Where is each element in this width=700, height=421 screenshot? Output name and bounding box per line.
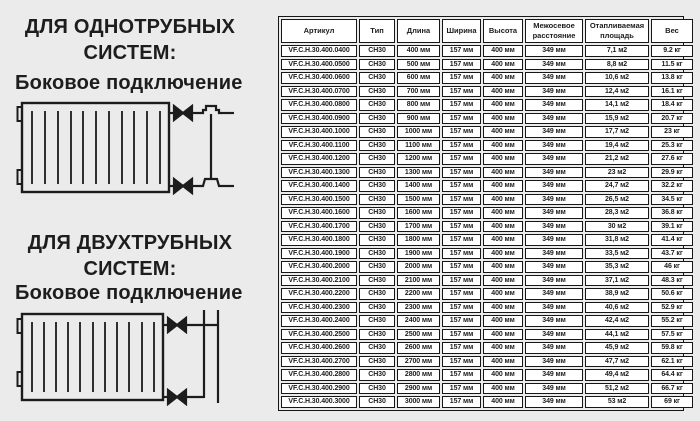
table-row <box>281 86 693 98</box>
table-cell: CH30 <box>359 126 395 138</box>
table-cell: VF.C.H.30.400.1800 <box>281 234 357 246</box>
table-cell: VF.C.H.30.400.0700 <box>281 86 357 98</box>
table-row <box>281 383 693 395</box>
table-row <box>281 315 693 327</box>
table-cell: 2600 мм <box>397 342 440 354</box>
table-cell: 500 мм <box>397 59 440 71</box>
table-cell: 44,1 м2 <box>585 329 649 341</box>
table-cell: 349 мм <box>525 59 583 71</box>
table-cell: 27.6 кг <box>651 153 693 165</box>
union-fitting-icon <box>200 106 222 113</box>
table-cell: 349 мм <box>525 99 583 111</box>
table-cell: 1200 мм <box>397 153 440 165</box>
table-cell: CH30 <box>359 288 395 300</box>
table-cell: 39.1 кг <box>651 221 693 233</box>
table-cell: 157 мм <box>442 383 481 395</box>
table-cell: 1300 мм <box>397 167 440 179</box>
column-header: Высота <box>483 19 523 43</box>
table-cell: 64.4 кг <box>651 369 693 381</box>
table-cell: VF.C.H.30.400.3000 <box>281 396 357 408</box>
table-row <box>281 356 693 368</box>
table-cell: CH30 <box>359 72 395 84</box>
table-cell: 1600 мм <box>397 207 440 219</box>
table-cell: 157 мм <box>442 315 481 327</box>
table-cell: 53 м2 <box>585 396 649 408</box>
table-cell: 157 мм <box>442 342 481 354</box>
table-cell: VF.C.H.30.400.1000 <box>281 126 357 138</box>
section-title-line: СИСТЕМ: <box>83 42 177 64</box>
table-cell: 349 мм <box>525 275 583 287</box>
section-title-single-pipe <box>2 14 258 66</box>
table-cell: 349 мм <box>525 315 583 327</box>
table-cell: CH30 <box>359 45 395 57</box>
table-cell: 157 мм <box>442 140 481 152</box>
table-cell: 62.1 кг <box>651 356 693 368</box>
table-cell: 46 кг <box>651 261 693 273</box>
table-cell: 157 мм <box>442 207 481 219</box>
table-cell: 349 мм <box>525 342 583 354</box>
table-cell: 42,4 м2 <box>585 315 649 327</box>
table-cell: 18.4 кг <box>651 99 693 111</box>
radiator-spec-table <box>279 17 695 410</box>
table-cell: VF.C.H.30.400.2000 <box>281 261 357 273</box>
table-cell: 30 м2 <box>585 221 649 233</box>
table-cell: 2400 мм <box>397 315 440 327</box>
valve-icon <box>168 390 186 404</box>
table-cell: 400 мм <box>483 396 523 408</box>
table-cell: 349 мм <box>525 45 583 57</box>
table-cell: VF.C.H.30.400.0400 <box>281 45 357 57</box>
table-cell: 349 мм <box>525 194 583 206</box>
table-row <box>281 288 693 300</box>
table-cell: 349 мм <box>525 356 583 368</box>
valve-icon <box>174 179 192 193</box>
table-cell: 349 мм <box>525 72 583 84</box>
table-cell: CH30 <box>359 275 395 287</box>
table-cell: 157 мм <box>442 167 481 179</box>
table-row <box>281 234 693 246</box>
table-cell: CH30 <box>359 329 395 341</box>
table-cell: CH30 <box>359 234 395 246</box>
table-cell: 349 мм <box>525 180 583 192</box>
table-cell: 157 мм <box>442 153 481 165</box>
table-row <box>281 221 693 233</box>
table-cell: 28,3 м2 <box>585 207 649 219</box>
table-cell: CH30 <box>359 302 395 314</box>
table-cell: 400 мм <box>483 369 523 381</box>
table-row <box>281 140 693 152</box>
table-cell: 157 мм <box>442 194 481 206</box>
table-row <box>281 180 693 192</box>
table-cell: 34.5 кг <box>651 194 693 206</box>
table-row <box>281 207 693 219</box>
table-cell: 400 мм <box>483 126 523 138</box>
table-cell: 17,7 м2 <box>585 126 649 138</box>
table-cell: VF.C.H.30.400.1500 <box>281 194 357 206</box>
column-header: Межосевое расстояние <box>525 19 583 43</box>
table-cell: 2500 мм <box>397 329 440 341</box>
table-cell: 66.7 кг <box>651 383 693 395</box>
table-cell: 349 мм <box>525 113 583 125</box>
table-row <box>281 45 693 57</box>
valve-icon <box>168 318 186 332</box>
table-cell: 40,6 м2 <box>585 302 649 314</box>
table-cell: VF.C.H.30.400.0900 <box>281 113 357 125</box>
union-fitting-icon <box>200 179 222 186</box>
table-cell: 15,9 м2 <box>585 113 649 125</box>
table-cell: 20.7 кг <box>651 113 693 125</box>
table-cell: 33,5 м2 <box>585 248 649 260</box>
column-header: Отапливаемая площадь <box>585 19 649 43</box>
table-cell: 16.1 кг <box>651 86 693 98</box>
table-cell: VF.C.H.30.400.0500 <box>281 59 357 71</box>
table-cell: 157 мм <box>442 248 481 260</box>
table-cell: 1700 мм <box>397 221 440 233</box>
table-cell: VF.C.H.30.400.2500 <box>281 329 357 341</box>
table-cell: 400 мм <box>483 59 523 71</box>
table-cell: 9.2 кг <box>651 45 693 57</box>
table-cell: 157 мм <box>442 99 481 111</box>
table-cell: VF.C.H.30.400.1900 <box>281 248 357 260</box>
table-cell: 41.4 кг <box>651 234 693 246</box>
valve-icon <box>174 106 192 120</box>
pipework <box>169 106 234 193</box>
table-cell: 349 мм <box>525 383 583 395</box>
table-cell: CH30 <box>359 369 395 381</box>
table-cell: CH30 <box>359 194 395 206</box>
table-cell: 3000 мм <box>397 396 440 408</box>
table-cell: 157 мм <box>442 72 481 84</box>
table-cell: 400 мм <box>483 99 523 111</box>
table-cell: VF.C.H.30.400.1300 <box>281 167 357 179</box>
table-cell: 157 мм <box>442 396 481 408</box>
table-cell: 349 мм <box>525 248 583 260</box>
table-cell: 157 мм <box>442 221 481 233</box>
table-cell: 51,2 м2 <box>585 383 649 395</box>
section-title-line: ДЛЯ ДВУХТРУБНЫХ <box>27 232 233 254</box>
table-cell: 14,1 м2 <box>585 99 649 111</box>
radiator-fins <box>32 111 160 184</box>
table-cell: VF.C.H.30.400.2900 <box>281 383 357 395</box>
table-row <box>281 194 693 206</box>
table-row <box>281 99 693 111</box>
table-cell: 349 мм <box>525 234 583 246</box>
table-cell: VF.C.H.30.400.1600 <box>281 207 357 219</box>
table-cell: 400 мм <box>483 221 523 233</box>
table-cell: 31,8 м2 <box>585 234 649 246</box>
table-cell: CH30 <box>359 180 395 192</box>
table-cell: 50.6 кг <box>651 288 693 300</box>
table-cell: 349 мм <box>525 140 583 152</box>
table-cell: CH30 <box>359 248 395 260</box>
table-cell: 400 мм <box>483 207 523 219</box>
table-cell: 157 мм <box>442 369 481 381</box>
table-cell: 157 мм <box>442 356 481 368</box>
table-row <box>281 126 693 138</box>
table-cell: 349 мм <box>525 153 583 165</box>
table-cell: 2700 мм <box>397 356 440 368</box>
table-cell: 400 мм <box>483 302 523 314</box>
table-cell: 400 мм <box>483 234 523 246</box>
table-cell: VF.C.H.30.400.2700 <box>281 356 357 368</box>
table-cell: 2300 мм <box>397 302 440 314</box>
table-cell: 1900 мм <box>397 248 440 260</box>
table-cell: 400 мм <box>483 86 523 98</box>
table-cell: VF.C.H.30.400.0800 <box>281 99 357 111</box>
table-cell: 37,1 м2 <box>585 275 649 287</box>
table-body <box>281 45 693 408</box>
table-row <box>281 369 693 381</box>
table-cell: 349 мм <box>525 396 583 408</box>
table-cell: VF.C.H.30.400.0600 <box>281 72 357 84</box>
table-row <box>281 59 693 71</box>
table-cell: 157 мм <box>442 126 481 138</box>
table-cell: 25.3 кг <box>651 140 693 152</box>
table-cell: 38,9 м2 <box>585 288 649 300</box>
table-cell: 13.8 кг <box>651 72 693 84</box>
table-cell: CH30 <box>359 342 395 354</box>
section-title-line: СИСТЕМ: <box>83 258 177 280</box>
table-cell: 349 мм <box>525 261 583 273</box>
table-cell: CH30 <box>359 221 395 233</box>
pipework <box>163 310 218 404</box>
table-cell: 21,2 м2 <box>585 153 649 165</box>
table-cell: 1800 мм <box>397 234 440 246</box>
column-header: Длина <box>397 19 440 43</box>
table-cell: 157 мм <box>442 329 481 341</box>
table-row <box>281 167 693 179</box>
table-row <box>281 248 693 260</box>
table-cell: 26,5 м2 <box>585 194 649 206</box>
table-cell: 12,4 м2 <box>585 86 649 98</box>
table-cell: 400 мм <box>483 342 523 354</box>
table-cell: 48.3 кг <box>651 275 693 287</box>
left-panel <box>0 0 278 421</box>
table-cell: 400 мм <box>483 248 523 260</box>
table-row <box>281 113 693 125</box>
table-cell: 29.9 кг <box>651 167 693 179</box>
table-cell: 157 мм <box>442 261 481 273</box>
table-cell: 349 мм <box>525 369 583 381</box>
table-cell: 8,8 м2 <box>585 59 649 71</box>
table-header <box>281 19 693 43</box>
table-cell: 2000 мм <box>397 261 440 273</box>
table-cell: 157 мм <box>442 302 481 314</box>
table-cell: 7,1 м2 <box>585 45 649 57</box>
table-cell: 157 мм <box>442 59 481 71</box>
table-cell: 1100 мм <box>397 140 440 152</box>
table-cell: 400 мм <box>483 153 523 165</box>
table-cell: 2800 мм <box>397 369 440 381</box>
table-cell: 52.9 кг <box>651 302 693 314</box>
table-cell: 400 мм <box>483 315 523 327</box>
table-cell: 400 мм <box>483 45 523 57</box>
table-cell: 349 мм <box>525 288 583 300</box>
table-cell: 157 мм <box>442 234 481 246</box>
table-cell: 400 мм <box>483 194 523 206</box>
table-cell: 23 м2 <box>585 167 649 179</box>
table-cell: CH30 <box>359 86 395 98</box>
table-cell: 400 мм <box>397 45 440 57</box>
table-cell: VF.C.H.30.400.1100 <box>281 140 357 152</box>
table-cell: 349 мм <box>525 302 583 314</box>
table-row <box>281 72 693 84</box>
table-cell: 349 мм <box>525 86 583 98</box>
table-cell: CH30 <box>359 396 395 408</box>
table-cell: CH30 <box>359 167 395 179</box>
table-cell: CH30 <box>359 261 395 273</box>
table-cell: 1400 мм <box>397 180 440 192</box>
table-cell: VF.C.H.30.400.1700 <box>281 221 357 233</box>
table-cell: 400 мм <box>483 275 523 287</box>
column-header: Артикул <box>281 19 357 43</box>
table-row <box>281 342 693 354</box>
table-cell: 2200 мм <box>397 288 440 300</box>
table-cell: CH30 <box>359 315 395 327</box>
two-pipe-side-connection-diagram <box>16 306 246 410</box>
table-cell: 700 мм <box>397 86 440 98</box>
single-pipe-side-connection-diagram <box>16 98 246 198</box>
table-cell: VF.C.H.30.400.2800 <box>281 369 357 381</box>
table-cell: 349 мм <box>525 167 583 179</box>
table-cell: 11.5 кг <box>651 59 693 71</box>
table-cell: 10,6 м2 <box>585 72 649 84</box>
table-cell: 157 мм <box>442 288 481 300</box>
table-cell: CH30 <box>359 99 395 111</box>
table-cell: VF.C.H.30.400.1400 <box>281 180 357 192</box>
column-header: Тип <box>359 19 395 43</box>
table-cell: 157 мм <box>442 113 481 125</box>
table-row <box>281 329 693 341</box>
table-cell: VF.C.H.30.400.2600 <box>281 342 357 354</box>
table-row <box>281 153 693 165</box>
table-cell: 400 мм <box>483 261 523 273</box>
table-cell: CH30 <box>359 356 395 368</box>
radiator-icon <box>18 103 170 192</box>
table-cell: CH30 <box>359 207 395 219</box>
table-cell: 900 мм <box>397 113 440 125</box>
section-subtitle-single-pipe: Боковое подключение <box>15 72 243 94</box>
table-row <box>281 302 693 314</box>
table-cell: 800 мм <box>397 99 440 111</box>
radiator-fins <box>32 322 154 392</box>
table-cell: 1000 мм <box>397 126 440 138</box>
table-cell: 2100 мм <box>397 275 440 287</box>
table-cell: 47,7 м2 <box>585 356 649 368</box>
table-cell: 400 мм <box>483 180 523 192</box>
table-cell: 23 кг <box>651 126 693 138</box>
table-header-row <box>281 19 693 43</box>
table-cell: VF.C.H.30.400.2400 <box>281 315 357 327</box>
table-cell: 2900 мм <box>397 383 440 395</box>
table-cell: 49,4 м2 <box>585 369 649 381</box>
section-title-two-pipe <box>2 230 258 282</box>
table-cell: 400 мм <box>483 329 523 341</box>
table-cell: CH30 <box>359 113 395 125</box>
table-cell: 59.8 кг <box>651 342 693 354</box>
table-cell: 349 мм <box>525 126 583 138</box>
table-cell: 57.5 кг <box>651 329 693 341</box>
table-cell: 400 мм <box>483 113 523 125</box>
section-title-line: ДЛЯ ОДНОТРУБНЫХ <box>24 16 236 38</box>
table-cell: VF.C.H.30.400.2200 <box>281 288 357 300</box>
table-cell: 157 мм <box>442 180 481 192</box>
table-cell: 349 мм <box>525 207 583 219</box>
table-cell: 400 мм <box>483 383 523 395</box>
table-cell: CH30 <box>359 383 395 395</box>
table-cell: 157 мм <box>442 275 481 287</box>
table-cell: 1500 мм <box>397 194 440 206</box>
table-cell: 349 мм <box>525 221 583 233</box>
table-cell: 400 мм <box>483 72 523 84</box>
table-cell: VF.C.H.30.400.2100 <box>281 275 357 287</box>
table-cell: 19,4 м2 <box>585 140 649 152</box>
table-cell: 32.2 кг <box>651 180 693 192</box>
table-cell: 400 мм <box>483 356 523 368</box>
table-cell: CH30 <box>359 140 395 152</box>
section-subtitle-two-pipe: Боковое подключение <box>15 282 243 304</box>
table-cell: 157 мм <box>442 86 481 98</box>
spec-table-container <box>278 16 684 411</box>
table-cell: CH30 <box>359 59 395 71</box>
table-cell: 69 кг <box>651 396 693 408</box>
table-row <box>281 275 693 287</box>
table-cell: 43.7 кг <box>651 248 693 260</box>
table-cell: 400 мм <box>483 140 523 152</box>
table-cell: 349 мм <box>525 329 583 341</box>
table-cell: 24,7 м2 <box>585 180 649 192</box>
radiator-icon <box>18 314 164 400</box>
table-cell: 600 мм <box>397 72 440 84</box>
table-cell: 45,9 м2 <box>585 342 649 354</box>
table-cell: 400 мм <box>483 167 523 179</box>
column-header: Ширина <box>442 19 481 43</box>
table-cell: 36.8 кг <box>651 207 693 219</box>
table-row <box>281 261 693 273</box>
table-row <box>281 396 693 408</box>
table-cell: 55.2 кг <box>651 315 693 327</box>
table-cell: 35,3 м2 <box>585 261 649 273</box>
table-cell: VF.C.H.30.400.1200 <box>281 153 357 165</box>
table-cell: 400 мм <box>483 288 523 300</box>
table-cell: CH30 <box>359 153 395 165</box>
column-header: Вес <box>651 19 693 43</box>
table-cell: VF.C.H.30.400.2300 <box>281 302 357 314</box>
table-cell: 157 мм <box>442 45 481 57</box>
